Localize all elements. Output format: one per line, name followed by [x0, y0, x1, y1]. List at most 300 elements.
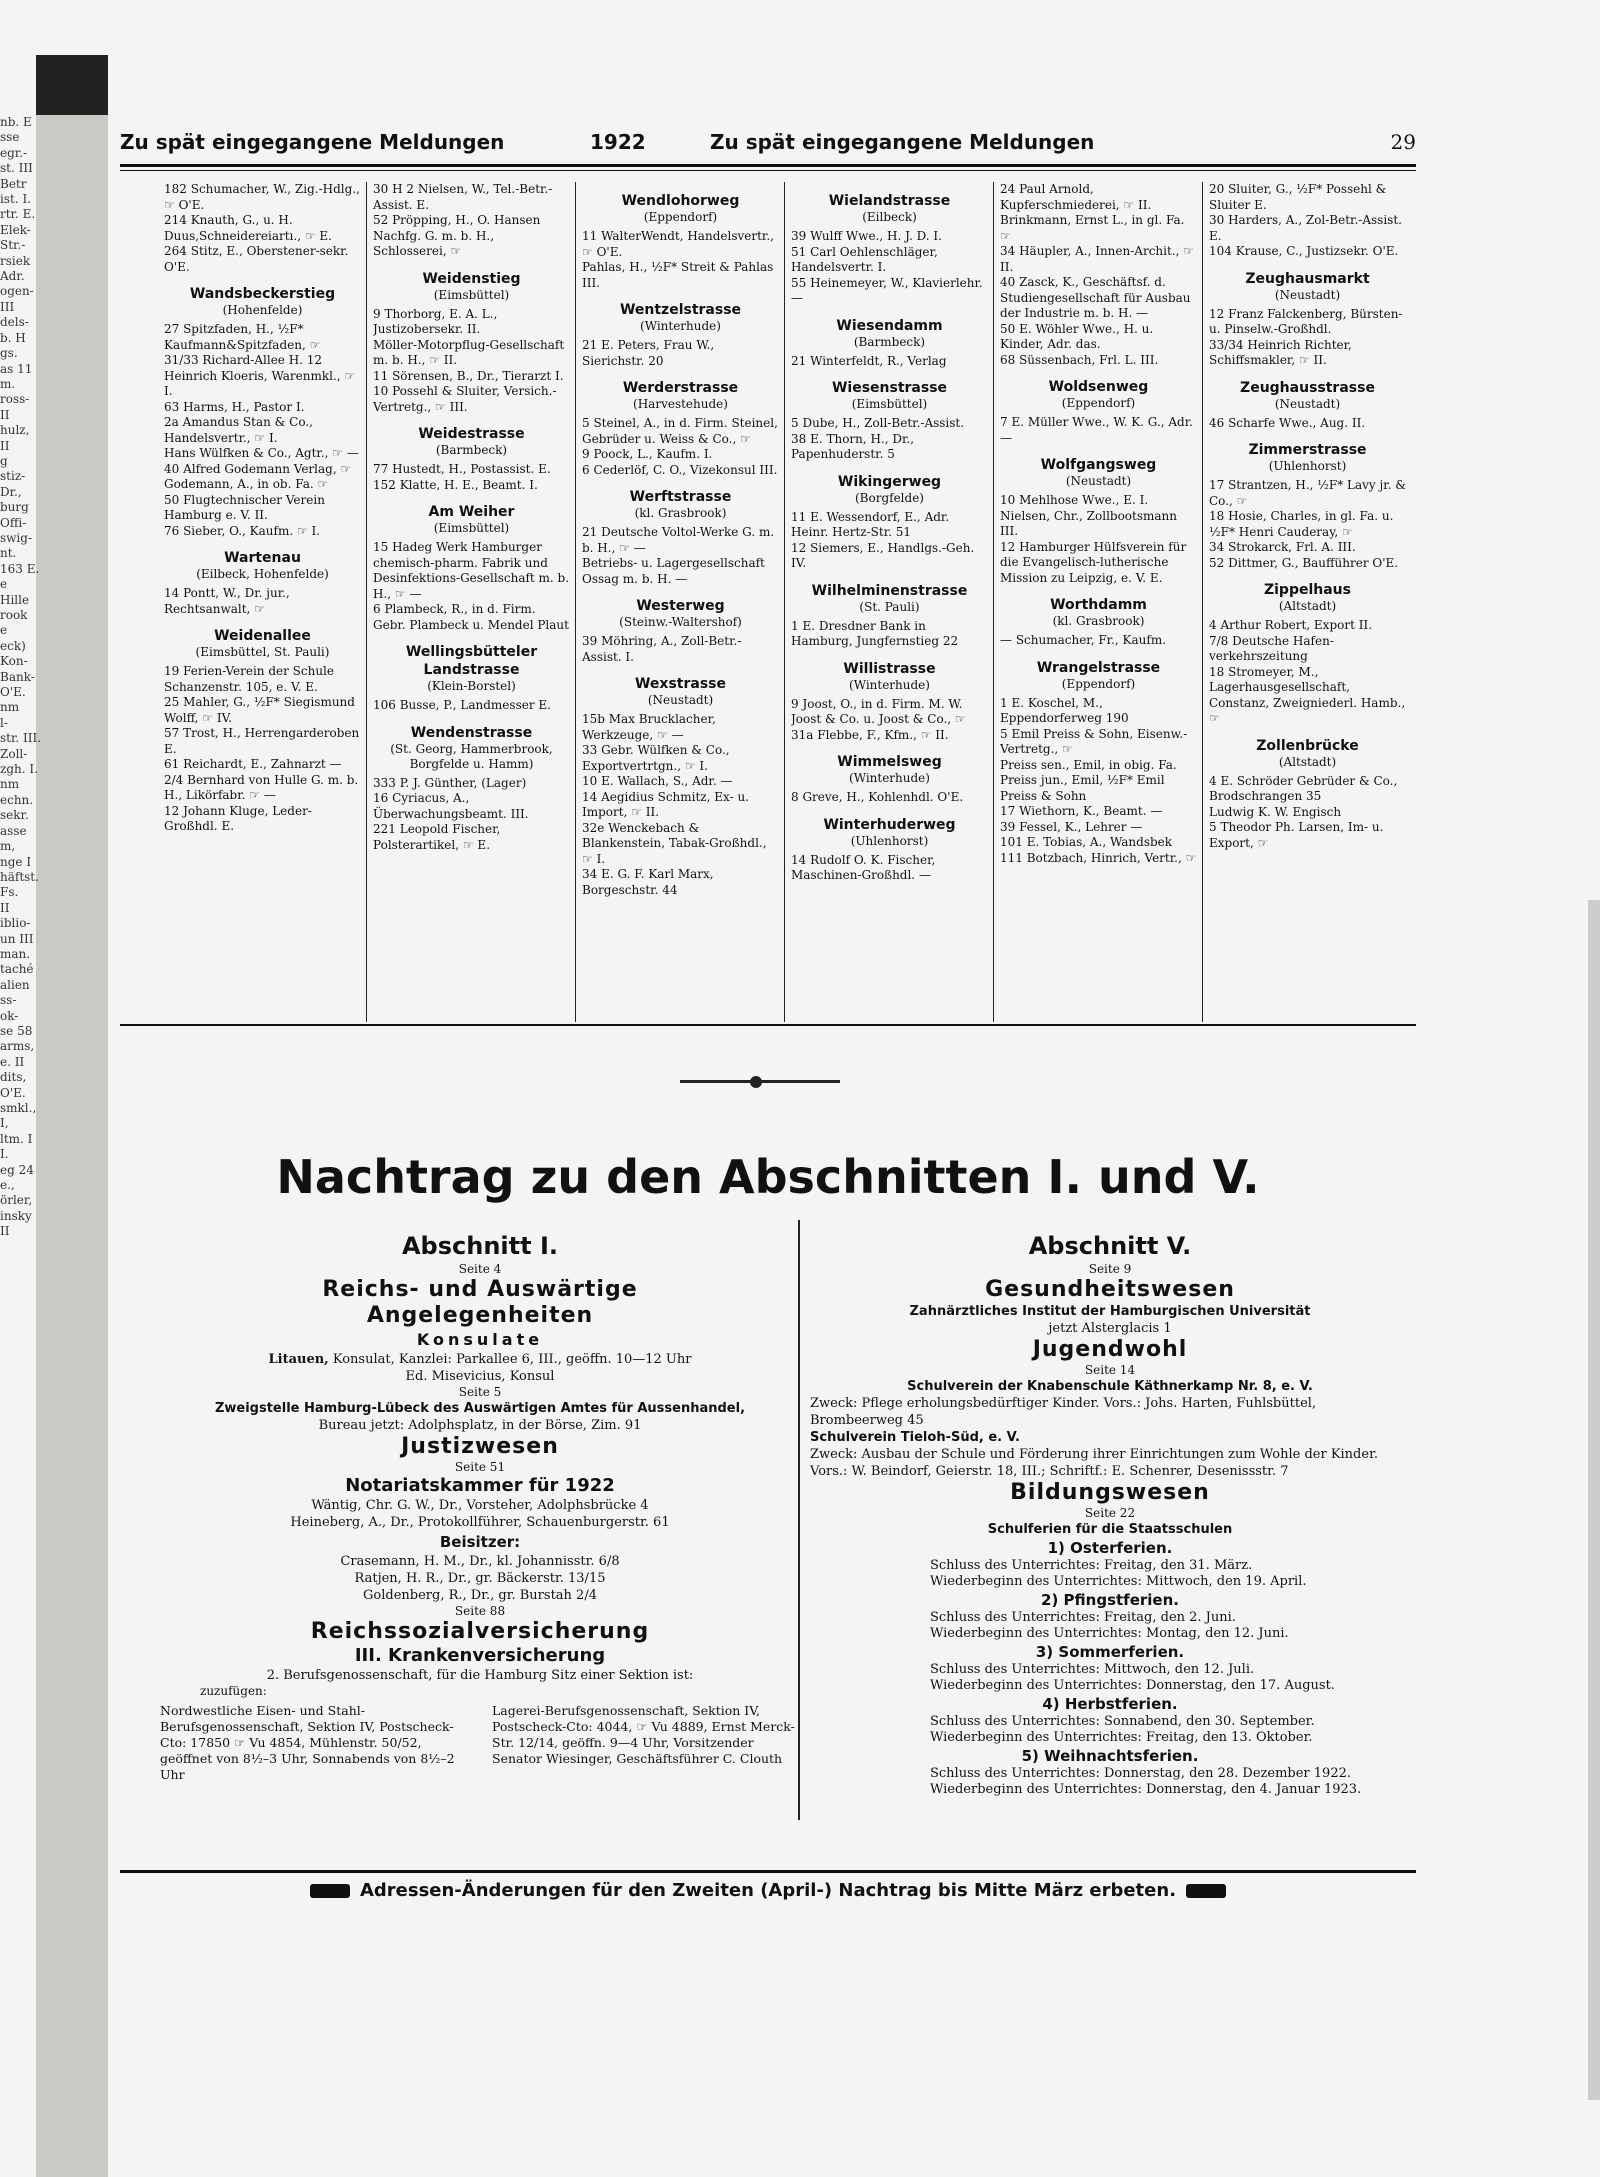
- directory-entry: 1 E. Koschel, M., Eppendorferweg 190: [1000, 695, 1129, 725]
- prev-page-fragment: Str.-: [0, 238, 26, 253]
- prev-page-fragment: g: [0, 453, 8, 468]
- street-name: Wolfgangsweg: [1040, 457, 1157, 473]
- street-district: (Neustadt): [1274, 396, 1341, 411]
- street-district: (Eimsbüttel): [851, 397, 928, 411]
- street-district: (St. Pauli): [859, 599, 920, 614]
- column-separator: [993, 182, 994, 1022]
- directory-entry: 40 Zasck, K., Geschäftsf. d. Studiengesellschaft für Ausbau der Industrie m. b. H. —: [1000, 275, 1191, 320]
- directory-entry: 12 Franz Falckenberg, Bürsten- u. Pinselw.-Großhdl.: [1209, 306, 1403, 336]
- street-district: (Eppendorf): [643, 210, 718, 224]
- street-name: Zeughausstrasse: [1240, 379, 1375, 396]
- directory-entry: 10 Mehlhose Wwe., E. I.: [1000, 493, 1149, 507]
- page-ref: Seite 88: [454, 1604, 506, 1618]
- directory-entry: 16 Cyriacus, A., Überwachungsbeamt. III.: [373, 791, 529, 821]
- directory-entry: 12 Siemers, E., Handlgs.-Geh. IV.: [791, 540, 975, 570]
- footer-text: Adressen-Änderungen für den Zweiten (April-) Nachtrag bis Mitte März erbeten.: [359, 1880, 1177, 1901]
- litauen-consul: Ed. Misevicius, Konsul: [405, 1369, 555, 1384]
- directory-entry: Preiss sen., Emil, in obig. Fa.: [1000, 757, 1177, 772]
- pointing-hand-icon: [310, 1884, 350, 1898]
- directory-entry: 214 Knauth, G., u. H. Duus,Schneidereiartı., ☞ E.: [164, 213, 332, 243]
- street-district: (Barmbeck): [853, 334, 926, 349]
- prev-page-fragment: sse: [0, 130, 20, 145]
- prev-page-fragment: zgh. I.: [0, 762, 38, 777]
- directory-entry: 1 E. Dresdner Bank in Hamburg, Jungfernstieg 22: [791, 618, 959, 648]
- street-name: Wiesenstrasse: [831, 380, 948, 396]
- directory-entry: Godemann, A., in ob. Fa. ☞: [164, 477, 329, 491]
- column-divider: [798, 1220, 800, 1820]
- street-name: Zippelhaus: [1263, 582, 1351, 598]
- prev-page-fragment: e.,: [0, 1178, 15, 1193]
- knabenschule-text: Zweck: Pflege erholungsbedürftiger Kinder. Vors.: Johs. Harten, Fuhlsbüttel, Brombeerweg 45: [810, 1396, 1317, 1428]
- vacation-heading: 1) Osterferien.: [1047, 1539, 1173, 1557]
- street-name: Weidenstieg: [422, 270, 521, 287]
- directory-entry: 10 Possehl & Sluiter, Versich.-Vertretg., ☞ III.: [373, 384, 557, 414]
- bureau-address: Bureau jetzt: Adolphsplatz, in der Börse, Zim. 91: [318, 1418, 642, 1433]
- directory-entry: 106 Busse, P., Landmesser E.: [373, 698, 551, 712]
- vacation-heading: 3) Sommerferien.: [1035, 1643, 1185, 1661]
- directory-entry: 51 Carl Oehlenschläger, Handelsvertr. I.: [791, 244, 938, 274]
- section-five: [810, 1230, 1410, 1798]
- directory-column: [791, 182, 988, 1022]
- directory-page: [120, 120, 1416, 2080]
- street-district: (Eppendorf): [1061, 676, 1136, 691]
- column-separator: [784, 182, 785, 1022]
- directory-entry: 46 Scharfe Wwe., Aug. II.: [1209, 415, 1366, 430]
- prev-page-fragment: Adr.: [0, 269, 25, 284]
- directory-entry: 39 Möhring, A., Zoll-Betr.-Assist. I.: [582, 634, 742, 664]
- footer-rule: [120, 1870, 1416, 1873]
- directory-entry: 31a Flebbe, F., Kfm., ☞ II.: [791, 727, 949, 742]
- directory-entry: 101 E. Tobias, A., Wandsbek: [1000, 835, 1173, 849]
- street-district: (Uhlenhorst): [850, 833, 929, 848]
- directory-entry: 7/8 Deutsche Hafen-verkehrszeitung: [1209, 633, 1334, 663]
- beisitzer-member: Crasemann, H. M., Dr., kl. Johannisstr. 6/8: [340, 1554, 620, 1569]
- directory-entry: 14 Pontt, W., Dr. jur., Rechtsanwalt, ☞: [164, 586, 290, 616]
- page-number: 29: [1390, 130, 1416, 154]
- directory-entry: Möller-Motorpflug-Gesellschaft m. b. H., ☞ II.: [373, 337, 565, 367]
- street-name: Wilhelminenstrasse: [811, 582, 968, 599]
- column-separator: [575, 182, 576, 1022]
- prev-page-fragment: Elek-: [0, 222, 31, 237]
- prev-page-fragment: e: [0, 623, 8, 638]
- directory-entry: 11 E. Wessendorf, E., Adr. Heinr. Hertz-Str. 51: [791, 509, 950, 539]
- street-district: (kl. Grasbrook): [634, 506, 727, 520]
- street-name: Wikingerweg: [837, 473, 942, 490]
- street-name: Weidenallee: [214, 628, 311, 644]
- prev-page-fragment: Bank-: [0, 669, 35, 684]
- street-name: Werderstrasse: [622, 380, 739, 396]
- prev-page-fragment: man.: [0, 946, 31, 961]
- street-name: Wentzelstrasse: [619, 302, 742, 318]
- directory-entry: 11 WalterWendt, Handelsvertr., ☞ O'E.: [582, 229, 774, 259]
- street-name: Wexstrasse: [634, 676, 726, 692]
- prev-page-fragment: nm: [0, 777, 20, 792]
- section-one: [160, 1230, 800, 1783]
- street-name: Westerweg: [636, 598, 725, 614]
- heading-angelegenheiten: Angelegenheiten: [366, 1303, 594, 1328]
- directory-entry: 21 Winterfeldt, R., Verlag: [791, 353, 947, 368]
- page-ref: Seite 14: [1084, 1363, 1136, 1377]
- section-one-heading: Abschnitt I.: [401, 1232, 558, 1260]
- directory-entry: 50 Flugtechnischer Verein Hamburg e. V. II.: [164, 492, 325, 522]
- directory-entry: 52 Pröpping, H., O. Hansen Nachfg. G. m. b. H., Schlosserei, ☞: [373, 213, 541, 258]
- directory-entry: 77 Hustedt, H., Postassist. E.: [373, 462, 551, 476]
- directory-entry: 221 Leopold Fischer, Polsterartikel, ☞ E.: [373, 822, 501, 852]
- street-district: (Hohenfelde): [222, 303, 303, 317]
- prev-page-fragment: m,: [0, 839, 16, 854]
- prev-page-fragment: as 11: [0, 361, 33, 376]
- directory-entry: 34 Strokarck, Frl. A. III.: [1209, 540, 1356, 554]
- prev-page-fragment: gs.: [0, 346, 18, 361]
- street-district: (Eimsbüttel, St. Pauli): [195, 645, 330, 659]
- prev-page-fragment: dels-: [0, 315, 29, 330]
- directory-entry: 2/4 Bernhard von Hulle G. m. b. H., Likörfabr. ☞ —: [164, 772, 359, 802]
- prev-page-fragment: nt.: [0, 546, 17, 561]
- tieloh-heading: Schulverein Tieloh-Süd, e. V.: [810, 1430, 1020, 1445]
- directory-entry: 264 Stitz, E., Oberstener-sekr. O'E.: [164, 244, 349, 274]
- street-name: Weidestrasse: [418, 426, 525, 442]
- prev-page-fragment: II: [0, 438, 10, 453]
- page-ref: Seite 51: [454, 1460, 506, 1474]
- vacation-line: Schluss des Unterrichtes: Donnerstag, den 28. Dezember 1922.: [930, 1766, 1351, 1781]
- directory-column: [582, 182, 779, 1022]
- vacation-line: Schluss des Unterrichtes: Mittwoch, den 12. Juli.: [930, 1662, 1255, 1677]
- knabenschule-heading: Schulverein der Knabenschule Käthnerkamp Nr. 8, e. V.: [907, 1379, 1313, 1394]
- street-district: (Steinw.-Waltershof): [619, 615, 742, 629]
- binding-gutter-top: [36, 55, 108, 115]
- supplement-title: Nachtrag zu den Abschnitten I. und V.: [276, 1150, 1260, 1204]
- directory-entry: 5 Emil Preiss & Sohn, Eisenw.-Vertretg., ☞: [1000, 726, 1188, 756]
- beisitzer-member: Ratjen, H. R., Dr., gr. Bäckerstr. 13/15: [354, 1571, 606, 1586]
- directory-entry: 5 Dube, H., Zoll-Betr.-Assist.: [791, 416, 965, 430]
- prev-page-fragment: un III: [0, 931, 34, 946]
- street-name: Wielandstrasse: [828, 193, 951, 209]
- street-name: Wimmelsweg: [837, 754, 942, 770]
- vacation-heading: 4) Herbstferien.: [1042, 1695, 1178, 1713]
- lagerei-entry: Lagerei-Berufsgenossenschaft, Sektion IV, Postscheck-Cto: 4044, ☞ Vu 4889, Ernst Merck-Str. 12/14, geöffn. 9—4 Uhr, Vorsitzender Senator Wiesinger, Geschäftsführer C. Clouth: [492, 1703, 795, 1766]
- previous-page-fragment: [0, 115, 108, 2075]
- directory-entry: 15b Max Brucklacher, Werkzeuge, ☞ —: [582, 712, 716, 742]
- directory-column: [164, 182, 361, 1022]
- prev-page-fragment: eg 24: [0, 1162, 34, 1177]
- directory-entry: 24 Paul Arnold, Kupferschmiederei, ☞ II.: [1000, 182, 1152, 212]
- heading-konsulate: Konsulate: [416, 1330, 544, 1349]
- directory-entry: 14 Rudolf O. K. Fischer, Maschinen-Großhdl. —: [791, 852, 936, 882]
- heading-bildungswesen: Bildungswesen: [1010, 1480, 1210, 1505]
- nordwest-entry: Nordwestliche Eisen- und Stahl-Berufsgenossenschaft, Sektion IV, Postscheck-Cto: 17850 ☞ Vu 4854, Mühlenstr. 50/52, geöffnet von 8½–3 Uhr, Sonnabends von 8½–2 Uhr: [160, 1703, 455, 1782]
- prev-page-fragment: ist. I.: [0, 192, 32, 207]
- krankenversicherung-heading: III. Krankenversicherung: [354, 1645, 606, 1666]
- prev-page-fragment: Offi-: [0, 515, 27, 530]
- directory-entry: 68 Süssenbach, Frl. L. III.: [1000, 352, 1159, 367]
- directory-entry: 11 Sörensen, B., Dr., Tierarzt I.: [373, 368, 564, 383]
- directory-entry: 6 Cederlöf, C. O., Vizekonsul III.: [582, 462, 778, 477]
- street-name: Wartenau: [224, 550, 301, 566]
- street-name: Worthdamm: [1050, 597, 1147, 613]
- directory-entry: 32e Wenckebach & Blankenstein, Tabak-Großhdl., ☞ I.: [582, 820, 767, 866]
- street-name: Zeughausmarkt: [1245, 270, 1370, 287]
- beisitzer-heading: Beisitzer:: [439, 1533, 521, 1551]
- prev-page-fragment: iblio-: [0, 916, 31, 931]
- directory-entry: 6 Plambeck, R., in d. Firm. Gebr. Plambeck u. Mendel Plaut: [373, 602, 569, 632]
- street-name: Woldsenweg: [1048, 379, 1149, 395]
- directory-entry: 111 Botzbach, Hinrich, Vertr., ☞: [1000, 850, 1197, 865]
- litauen-text: Konsulat, Kanzlei: Parkallee 6, III., geöffn. 10—12 Uhr: [332, 1352, 692, 1367]
- directory-entry: 33/34 Heinrich Richter, Schiffsmakler, ☞ II.: [1209, 337, 1352, 367]
- directory-entry: 5 Steinel, A., in d. Firm. Steinel, Gebrüder u. Weiss & Co., ☞: [582, 416, 778, 446]
- directory-entry: 9 Thorborg, E. A. L., Justizobersekr. II.: [373, 306, 498, 336]
- vacation-line: Wiederbeginn des Unterrichtes: Montag, den 12. Juni.: [930, 1626, 1289, 1641]
- vacation-heading: 2) Pfingstferien.: [1041, 1591, 1179, 1609]
- heading-justizwesen: Justizwesen: [401, 1434, 559, 1459]
- page-ref: Seite 9: [1088, 1262, 1132, 1276]
- tieloh-text: Zweck: Ausbau der Schule und Förderung ihrer Einrichtungen zum Wohle der Kinder. Vors.: W. Beindorf, Geierstr. 18, III.; Schriftf.: E. Schenrer, Desenissstr. 7: [810, 1447, 1378, 1479]
- prev-page-fragment: II: [0, 407, 10, 422]
- street-district: (Winterhude): [849, 771, 930, 785]
- street-district: (Winterhude): [640, 319, 721, 333]
- litauen-label: Litauen,: [268, 1352, 329, 1367]
- heading-reichssozial: Reichssozialversicherung: [310, 1619, 650, 1644]
- directory-entry: Hans Wülfken & Co., Agtr., ☞ —: [164, 446, 359, 460]
- header-rule-thin: [120, 170, 1416, 171]
- street-name: Willistrasse: [843, 660, 936, 677]
- street-name: Wandsbeckerstieg: [189, 286, 336, 302]
- prev-page-fragment: dits,: [0, 1070, 27, 1085]
- prev-page-fragment: Hille: [0, 592, 30, 607]
- prev-page-fragment: e. II: [0, 1054, 25, 1069]
- street-district: (Altstadt): [1278, 754, 1337, 769]
- zuzufuegen: zuzufügen:: [200, 1684, 267, 1698]
- column-separator: [1202, 182, 1203, 1022]
- street-name: Wrangelstrasse: [1036, 659, 1161, 676]
- prev-page-fragment: smkl.,: [0, 1101, 37, 1115]
- prev-page-fragment: ross-: [0, 392, 30, 407]
- directory-entry: 34 E. G. F. Karl Marx, Borgeschstr. 44: [582, 867, 714, 897]
- prev-page-fragment: I.: [0, 1147, 9, 1162]
- directory-entry: 30 H 2 Nielsen, W., Tel.-Betr.-Assist. E.: [373, 182, 553, 212]
- page-edge: [1588, 900, 1600, 2100]
- directory-entry: 21 Deutsche Voltol-Werke G. m. b. H., ☞ —: [582, 525, 775, 555]
- column-separator: [366, 182, 367, 1022]
- street-district: (Eimsbüttel): [433, 287, 510, 302]
- prev-page-fragment: burg: [0, 500, 29, 515]
- directory-column: [1000, 182, 1197, 1022]
- directory-entry: 9 Joost, O., in d. Firm. M. W. Joost & Co. u. Joost & Co., ☞: [791, 696, 966, 726]
- vacation-line: Schluss des Unterrichtes: Sonnabend, den 30. September.: [930, 1714, 1315, 1729]
- street-district: (Barmbeck): [435, 443, 508, 457]
- directory-entry: 38 E. Thorn, H., Dr., Papenhuderstr. 5: [791, 431, 915, 461]
- directory-entry: 333 P. J. Günther, (Lager): [373, 775, 527, 790]
- prev-page-fragment: III: [0, 299, 15, 314]
- prev-page-fragment: rsiek: [0, 253, 31, 268]
- street-district: (Uhlenhorst): [1268, 459, 1347, 473]
- prev-page-fragment: O'E.: [0, 685, 26, 700]
- directory-entry: 40 Alfred Godemann Verlag, ☞: [164, 461, 352, 476]
- header-rule: [120, 164, 1416, 167]
- prev-page-fragment: 163 E.: [0, 561, 40, 576]
- directory-entry: 61 Reichardt, E., Zahnarzt —: [164, 757, 342, 771]
- prev-page-fragment: e: [0, 577, 8, 592]
- directory-entry: 57 Trost, H., Herrengarderoben E.: [164, 726, 360, 756]
- directory-entry: 50 E. Wöhler Wwe., H. u. Kinder, Adr. das.: [1000, 321, 1154, 351]
- institut-address: jetzt Alsterglacis 1: [1048, 1321, 1172, 1336]
- prev-page-fragment: st. III: [0, 161, 33, 176]
- berufsgenossenschaft-entries: [160, 1703, 800, 1783]
- litauen-entry: [160, 1351, 800, 1368]
- prev-page-fragment: II: [0, 1224, 10, 1239]
- prev-page-fragment: ok-: [0, 1008, 19, 1023]
- street-name: Zimmerstrasse: [1248, 442, 1367, 458]
- directory-entry: 15 Hadeg Werk Hamburger chemisch-pharm. Fabrik und Desinfektions-Gesellschaft m. b. H., ☞ —: [373, 540, 570, 601]
- directory-column: [373, 182, 570, 1022]
- section-five-heading: Abschnitt V.: [1028, 1232, 1192, 1260]
- street-district: (Neustadt): [647, 693, 714, 707]
- directory-entry: 152 Klatte, H. E., Beamt. I.: [373, 477, 538, 492]
- vacation-line: Schluss des Unterrichtes: Freitag, den 31. März.: [930, 1558, 1253, 1573]
- prev-page-fragment: egr.-: [0, 145, 28, 160]
- vacation-line: Wiederbeginn des Unterrichtes: Mittwoch, den 19. April.: [930, 1574, 1307, 1589]
- running-header: [120, 130, 1416, 160]
- prev-page-fragment: b. H: [0, 330, 26, 345]
- directory-entry: 104 Krause, C., Justizsekr. O'E.: [1209, 244, 1399, 258]
- directory-entry: 9 Poock, L., Kaufm. I.: [582, 447, 713, 461]
- street-district: (kl. Grasbrook): [1052, 614, 1145, 628]
- directory-entry: 19 Ferien-Verein der Schule Schanzenstr. 105, e. V. E.: [164, 664, 334, 694]
- beisitzer-member: Goldenberg, R., Dr., gr. Burstah 2/4: [363, 1588, 597, 1603]
- heading-gesundheitswesen: Gesundheitswesen: [985, 1277, 1235, 1302]
- directory-entry: 18 Hosie, Charles, in gl. Fa. u. ½F* Henri Cauderay, ☞: [1209, 509, 1394, 539]
- street-district: (Eppendorf): [1061, 396, 1136, 410]
- street-district: (Klein-Borstel): [427, 679, 516, 693]
- prev-page-fragment: nge I: [0, 854, 32, 869]
- header-year: 1922: [590, 130, 646, 154]
- pointing-hand-icon: [1186, 1884, 1226, 1898]
- directory-entry: 27 Spitzfaden, H., ½F* Kaufmann&Spitzfaden, ☞: [164, 322, 321, 352]
- directory-entry: 10 E. Wallach, S., Adr. —: [582, 774, 733, 788]
- directory-entry: 33 Gebr. Wülfken & Co., Exportvertrtgn., ☞ I.: [582, 743, 730, 773]
- directory-entry: 39 Fessel, K., Lehrer —: [1000, 819, 1143, 834]
- directory-entry: 21 E. Peters, Frau W., Sierichstr. 20: [582, 338, 715, 368]
- street-district: (Neustadt): [1065, 474, 1132, 488]
- directory-entry: 17 Wiethorn, K., Beamt. —: [1000, 804, 1163, 818]
- schulferien-heading: Schulferien für die Staatsschulen: [987, 1522, 1233, 1537]
- street-name: Am Weiher: [428, 504, 515, 520]
- footer-notice: [120, 1880, 1416, 1901]
- prev-page-fragment: häftst.: [0, 869, 39, 884]
- directory-entry: — Schumacher, Fr., Kaufm.: [1000, 633, 1167, 647]
- berufsgenossenschaft-line: 2. Berufsgenossenschaft, für die Hamburg Sitz einer Sektion ist:: [266, 1668, 694, 1683]
- prev-page-fragment: sekr.: [0, 808, 29, 823]
- directory-entry: Brinkmann, Ernst L., in gl. Fa. ☞: [1000, 213, 1185, 243]
- prev-page-fragment: l-: [0, 715, 8, 730]
- prev-page-fragment: II: [0, 900, 10, 915]
- notariat-member: Heineberg, A., Dr., Protokollführer, Schauenburgerstr. 61: [290, 1515, 670, 1530]
- directory-entry: 76 Sieber, O., Kaufm. ☞ I.: [164, 523, 321, 538]
- street-name: Winterhuderweg: [823, 816, 956, 833]
- prev-page-fragment: eck): [0, 638, 26, 653]
- street-name: Wellingsbütteler Landstrasse: [405, 644, 538, 678]
- prev-page-fragment: Kon-: [0, 654, 28, 669]
- prev-page-fragment: ltm. I: [0, 1131, 33, 1146]
- notariat-heading: Notariatskammer für 1922: [345, 1475, 615, 1496]
- directory-entry: 17 Strantzen, H., ½F* Lavy jr. & Co., ☞: [1209, 478, 1406, 508]
- prev-page-fragment: insky: [0, 1208, 32, 1223]
- directory-entry: 52 Dittmer, G., Baufführer O'E.: [1209, 555, 1399, 570]
- directory-entry: 12 Johann Kluge, Leder-Großhdl. E.: [164, 803, 312, 833]
- zweigstelle-heading: Zweigstelle Hamburg-Lübeck des Auswärtigen Amtes für Aussenhandel,: [214, 1401, 746, 1416]
- street-name: Wendenstrasse: [410, 724, 533, 741]
- header-right: Zu spät eingegangene Meldungen: [710, 130, 1095, 154]
- street-district: (Eilbeck, Hohenfelde): [196, 567, 329, 581]
- vacation-line: Schluss des Unterrichtes: Freitag, den 2. Juni.: [930, 1610, 1236, 1625]
- directory-entry: 2a Amandus Stan & Co., Handelsvertr., ☞ I.: [164, 415, 313, 445]
- prev-page-fragment: hulz,: [0, 423, 30, 438]
- prev-page-fragment: örler,: [0, 1193, 33, 1208]
- prev-page-fragment: echn.: [0, 792, 34, 807]
- directory-entry: Ludwig K. W. Engisch: [1209, 804, 1342, 819]
- directory-entry: 14 Aegidius Schmitz, Ex- u. Import, ☞ II.: [582, 789, 749, 819]
- vacation-heading: 5) Weihnachtsferien.: [1021, 1747, 1199, 1765]
- directory-entry: 30 Harders, A., Zol-Betr.-Assist. E.: [1209, 213, 1402, 243]
- heading-jugendwohl: Jugendwohl: [1032, 1337, 1188, 1362]
- prev-page-fragment: Dr.,: [0, 484, 22, 499]
- prev-page-fragment: taché: [0, 962, 34, 977]
- prev-page-fragment: I,: [0, 1116, 9, 1131]
- prev-page-fragment: swig-: [0, 530, 33, 545]
- vacation-line: Wiederbeginn des Unterrichtes: Freitag, den 13. Oktober.: [930, 1730, 1313, 1745]
- header-left: Zu spät eingegangene Meldungen: [120, 130, 505, 154]
- vacation-line: Wiederbeginn des Unterrichtes: Donnerstag, den 4. Januar 1923.: [930, 1782, 1362, 1797]
- directory-entry: 39 Wulff Wwe., H. J. D. I.: [791, 229, 942, 243]
- prev-page-fragment: ogen-: [0, 284, 34, 299]
- prev-page-fragment: rtr. E.: [0, 207, 36, 222]
- prev-page-fragment: rook: [0, 608, 28, 622]
- directory-entry: 63 Harms, H., Pastor I.: [164, 399, 305, 414]
- street-name: Zollenbrücke: [1256, 737, 1359, 754]
- prev-page-fragment: nm: [0, 700, 20, 715]
- directory-entry: 8 Greve, H., Kohlenhdl. O'E.: [791, 790, 964, 804]
- street-name: Wendlohorweg: [621, 193, 740, 209]
- directory-entry: Betriebs- u. Lagergesellschaft Ossag m. b. H. —: [582, 556, 765, 586]
- directory-entry: 31/33 Richard-Allee H. 12 Heinrich Kloeris, Warenmkl., ☞ I.: [164, 353, 356, 398]
- prev-page-fragment: stiz-: [0, 469, 26, 484]
- street-district: (Harvestehude): [633, 397, 728, 411]
- page-ref: Seite 5: [458, 1385, 502, 1399]
- page-ref: Seite 4: [458, 1262, 502, 1276]
- directory-entry: 18 Stromeyer, M., Lagerhausgesellschaft, Constanz, Zweigniederl. Hamb., ☞: [1209, 664, 1406, 725]
- street-directory: [160, 182, 1416, 1022]
- directory-bottom-rule: [120, 1024, 1416, 1026]
- directory-entry: 4 E. Schröder Gebrüder & Co., Brodschrangen 35: [1209, 773, 1398, 803]
- prev-page-fragment: O'E.: [0, 1085, 26, 1100]
- prev-page-fragment: ss-: [0, 993, 17, 1008]
- directory-entry: 182 Schumacher, W., Zig.-Hdlg., ☞ O'E.: [164, 182, 360, 212]
- prev-page-fragment: alien: [0, 977, 30, 992]
- prev-page-fragment: Zoll-: [0, 746, 28, 761]
- street-district: (Borgfelde): [855, 490, 924, 505]
- street-district: (St. Georg, Hammerbrook, Borgfelde u. Hamm): [390, 741, 553, 771]
- ornament-dot: [750, 1076, 762, 1088]
- directory-column: [1209, 182, 1406, 1022]
- street-district: (Eilbeck): [862, 210, 917, 224]
- supplement-section: [120, 1080, 1416, 2080]
- prev-page-fragment: m.: [0, 376, 16, 391]
- prev-page-fragment: Fs.: [0, 885, 19, 900]
- vacation-line: Wiederbeginn des Unterrichtes: Donnerstag, den 17. August.: [930, 1678, 1335, 1693]
- directory-entry: 7 E. Müller Wwe., W. K. G., Adr. —: [1000, 415, 1193, 445]
- street-name: Werftstrasse: [629, 489, 732, 505]
- street-district: (Winterhude): [849, 677, 930, 692]
